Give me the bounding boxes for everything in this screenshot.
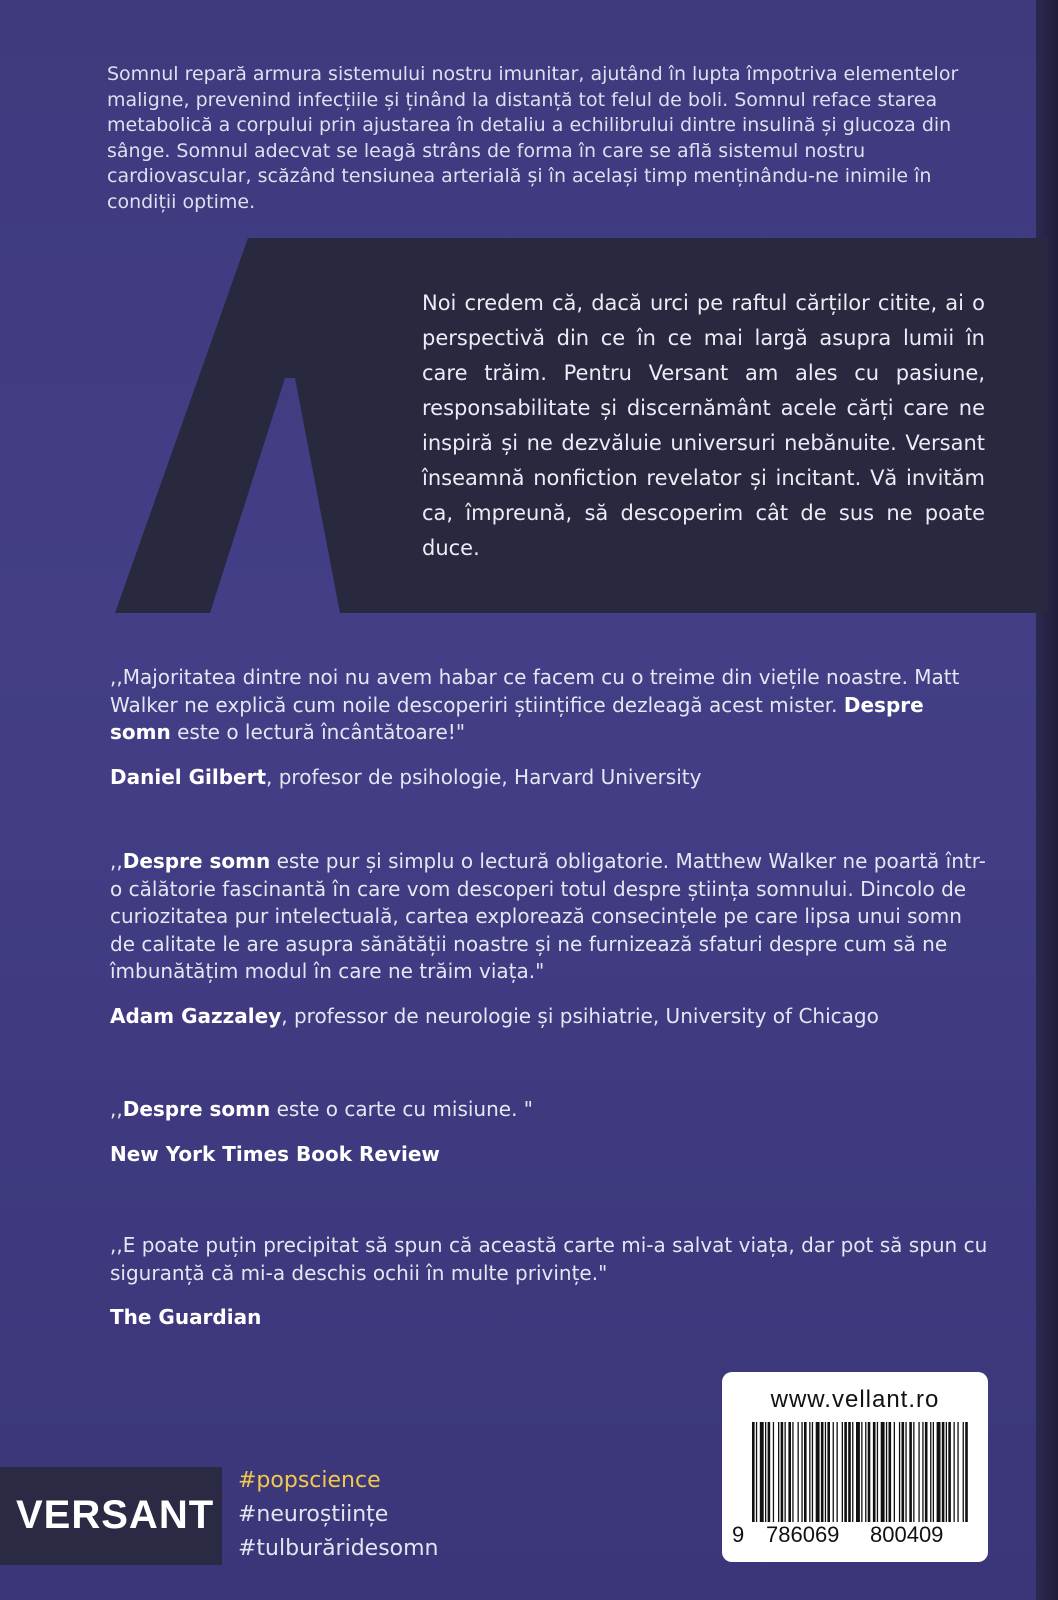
barcode-bar (792, 1422, 793, 1522)
barcode-bar (852, 1422, 853, 1522)
barcode-bar (886, 1422, 887, 1522)
barcode-bar (842, 1422, 843, 1522)
barcode-bar (760, 1422, 764, 1522)
barcode-bar (937, 1422, 941, 1522)
barcode-bar (798, 1422, 799, 1522)
barcode-bar (963, 1422, 964, 1522)
manifesto-text: Noi credem că, dacă urci pe raftul cărților citite, ai o perspectivă din ce în ce mai largă asupra lumii în care trăim. Pentru Versant am ales cu pasiune, responsabilitate și discernământ acele cărți care ne inspiră și ne dezvăluie universuri nebănuite. Versant înseamnă nonfiction revelator și incitant. Vă invităm ca, împreună, să descoperim cât de sus ne poate duce. (422, 291, 985, 560)
barcode-bar (922, 1422, 923, 1522)
barcode-bar (778, 1422, 779, 1522)
barcode-bar (873, 1422, 876, 1522)
barcode-bar (909, 1422, 912, 1522)
barcode-bar (918, 1422, 919, 1522)
hashtag: #popscience (238, 1468, 381, 1493)
quote-text: este o carte cu misiune. " (270, 1097, 533, 1121)
barcode-bar (930, 1422, 931, 1522)
barcode-bar (902, 1422, 905, 1522)
barcode-bar (865, 1422, 866, 1522)
publisher-logo-text: VERSANT (16, 1493, 215, 1537)
book-title: Despre somn (122, 849, 271, 873)
barcode-digits-right: 800409 (870, 1522, 944, 1547)
barcode-bar (844, 1422, 847, 1522)
review-author: Adam Gazzaley (110, 1003, 282, 1028)
barcode-bar (933, 1422, 934, 1522)
barcode-bar (827, 1422, 830, 1522)
review-attribution (110, 1140, 990, 1168)
quote-text: este o lectură încântătoare!" (170, 720, 466, 744)
barcode-bar (868, 1422, 871, 1522)
barcode-bar (785, 1422, 786, 1522)
review-affiliation: , profesor de psihologie, Harvard University (266, 764, 702, 789)
review-author: New York Times Book Review (110, 1141, 440, 1166)
barcode-bar (804, 1422, 807, 1522)
review-quote (110, 664, 990, 747)
barcode-bar (899, 1422, 900, 1522)
barcode-bar (957, 1422, 958, 1522)
review-3 (110, 1096, 990, 1168)
barcode-bar (788, 1422, 791, 1522)
barcode-bar (925, 1422, 928, 1522)
barcode-bar (905, 1422, 906, 1522)
barcode-bar (894, 1422, 895, 1522)
review-attribution (110, 1002, 990, 1030)
review-affiliation: , professor de neurologie și psihiatrie, University of Chicago (281, 1003, 879, 1028)
barcode-bar (821, 1422, 824, 1522)
barcode-bar (856, 1422, 860, 1522)
review-author: Daniel Gilbert (110, 764, 267, 789)
quote-text: ,, (110, 849, 123, 873)
barcode-bar (768, 1422, 771, 1522)
book-title: Despre somn (110, 692, 924, 744)
barcode-bar (812, 1422, 813, 1522)
barcode-icon (732, 1422, 978, 1522)
barcode-bar (801, 1422, 802, 1522)
barcode-bar (942, 1422, 945, 1522)
barcode-bar (965, 1422, 968, 1522)
barcode-bar (752, 1422, 755, 1522)
barcode-bar (948, 1422, 951, 1522)
barcode-bar (825, 1422, 826, 1522)
quote-text: este pur și simplu o lectură obligatorie. Matthew Walker ne poartă într-o călătorie fascinantă în care vom descoperi totul despre știința somnului. Dincolo de curiozitatea pur intelectuală, cartea explorează consecințele pe care lipsa unui somn de calitate le are asupra sănătății noastre și ne furnizează sfaturi despre cum să ne îmbunătățim modul în care ne trăim viața." (110, 849, 986, 983)
hashtag-list (238, 1464, 439, 1566)
barcode-bar (756, 1422, 757, 1522)
hashtag: #neuroștiințe (238, 1502, 389, 1527)
barcode-card (722, 1372, 988, 1562)
review-attribution (110, 1303, 990, 1331)
barcode-bar (848, 1422, 851, 1522)
barcode-bar (781, 1422, 784, 1522)
barcode-bar (954, 1422, 955, 1522)
barcode-bar (837, 1422, 838, 1522)
barcode-bar (816, 1422, 820, 1522)
intro-paragraph: Somnul repară armura sistemului nostru imunitar, ajutând în lupta împotriva elementelor maligne, prevenind infecțiile și ținând la distanță tot felul de boli. Somnul reface starea metabolică a corpului prin ajustarea în detaliu a echilibrului dintre insulină și glucoza din sânge. Somnul adecvat se leagă strâns de forma în care se află sistemul nostru cardiovascular, scăzând tensiunea arterială și în același timp menținându-ne inimile în condiții optime. (107, 63, 959, 213)
review-4 (110, 1232, 990, 1331)
barcode-bar (881, 1422, 885, 1522)
quote-text: ,,Majoritatea dintre noi nu avem habar ce facem cu o treime din viețile noastre. Matt Walker ne explică cum noile descoperiri științifice dezleagă acest mister. (110, 665, 960, 717)
barcode-bar (765, 1422, 766, 1522)
review-2 (110, 848, 990, 1030)
barcode-bar (913, 1422, 914, 1522)
book-title: Despre somn (122, 1097, 271, 1121)
publisher-url: www.vellant.ro (770, 1386, 940, 1413)
barcode-digits-left: 786069 (766, 1522, 840, 1547)
barcode-bar (877, 1422, 878, 1522)
publisher-logo (0, 1467, 222, 1565)
hashtag: #tulburăridesomn (238, 1536, 439, 1561)
barcode-bar (946, 1422, 947, 1522)
barcode-bar (773, 1422, 774, 1522)
review-quote (110, 1232, 990, 1287)
review-author: The Guardian (110, 1305, 262, 1329)
review-quote (110, 848, 990, 986)
barcode-digit-first: 9 (732, 1522, 745, 1547)
review-attribution (110, 763, 990, 791)
barcode-bar (861, 1422, 862, 1522)
review-quote (110, 1096, 990, 1124)
quote-text: ,, (110, 1097, 123, 1121)
barcode-bar (809, 1422, 810, 1522)
quote-text: ,,E poate puțin precipitat să spun că această carte mi-a salvat viața, dar pot să spun cu siguranță că mi-a deschis ochii în multe privințe." (110, 1233, 988, 1285)
barcode-bar (889, 1422, 892, 1522)
review-1 (110, 664, 990, 791)
barcode-bar (833, 1422, 834, 1522)
